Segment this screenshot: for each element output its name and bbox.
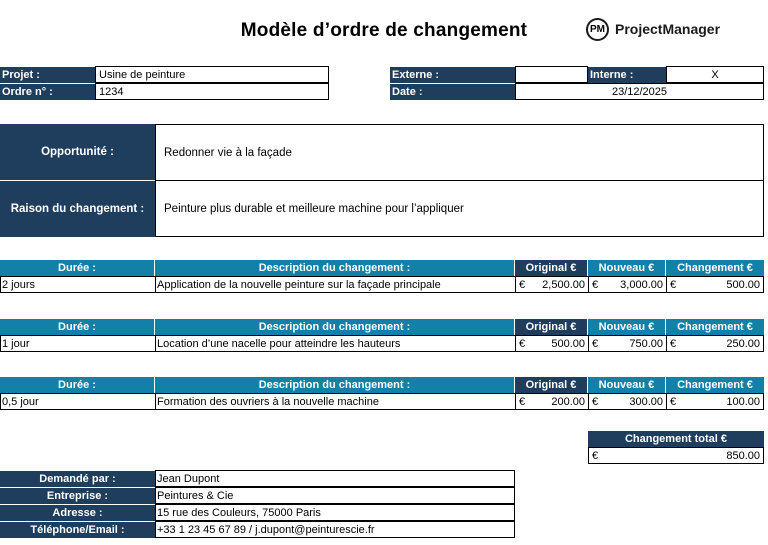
demande-label: Demandé par : [0,471,155,487]
projet-label: Projet : [0,67,95,83]
row-description[interactable]: Formation des ouvriers à la nouvelle machine [155,393,516,410]
row-original[interactable] [515,393,589,410]
row-nouveau[interactable] [588,335,667,352]
row-duration[interactable]: 2 jours [0,276,156,293]
col-changement: Changement € [666,260,764,276]
interne-label: Interne : [588,67,666,83]
change-amount: 500.00 [726,279,760,291]
projectmanager-logo [586,17,720,41]
row-nouveau[interactable] [588,276,667,293]
projet-value[interactable]: Usine de peinture [95,66,329,83]
currency-symbol: € [670,396,677,408]
row-original[interactable] [515,276,589,293]
col-nouveau: Nouveau € [588,260,666,276]
change-table-header [0,377,764,393]
new-amount: 3,000.00 [620,279,663,291]
col-duree: Durée : [0,377,155,393]
original-amount: 500.00 [551,338,585,350]
original-amount: 200.00 [551,396,585,408]
col-original: Original € [515,319,588,335]
demande-value[interactable]: Jean Dupont [155,470,515,487]
date-value[interactable]: 23/12/2025 [515,83,764,100]
table-row [0,276,764,293]
row-changement[interactable] [666,393,764,410]
row-changement[interactable] [666,276,764,293]
currency-symbol: € [592,338,599,350]
col-changement: Changement € [666,377,764,393]
table-row [0,335,764,352]
col-original: Original € [515,377,588,393]
col-description: Description du changement : [155,260,515,276]
entreprise-value[interactable]: Peintures & Cie [155,487,515,504]
change-amount: 250.00 [726,338,760,350]
contact-value[interactable]: +33 1 23 45 67 89 / j.dupont@peinturescie.fr [155,521,515,538]
change-amount: 100.00 [726,396,760,408]
adresse-label: Adresse : [0,505,155,521]
original-amount: 2,500.00 [542,279,585,291]
raison-label: Raison du changement : [0,181,155,237]
total-label: Changement total € [588,431,764,447]
adresse-value[interactable]: 15 rue des Couleurs, 75000 Paris [155,504,515,521]
currency-symbol: € [519,396,526,408]
row-original[interactable] [515,335,589,352]
new-amount: 750.00 [629,338,663,350]
currency-symbol: € [592,450,599,462]
opportunite-value[interactable]: Redonner vie à la façade [155,124,764,181]
row-changement[interactable] [666,335,764,352]
table-row [0,393,764,410]
change-table-header [0,319,764,335]
ordre-label: Ordre n° : [0,84,95,100]
row-nouveau[interactable] [588,393,667,410]
interne-value[interactable]: X [666,66,764,83]
currency-symbol: € [519,338,526,350]
total-amount: 850.00 [726,450,760,462]
new-amount: 300.00 [629,396,663,408]
row-description[interactable]: Location d’une nacelle pour atteindre les hauteurs [155,335,516,352]
pm-logo-icon: PM [586,18,609,41]
currency-symbol: € [592,396,599,408]
currency-symbol: € [670,338,677,350]
col-duree: Durée : [0,260,155,276]
currency-symbol: € [592,279,599,291]
col-duree: Durée : [0,319,155,335]
col-nouveau: Nouveau € [588,319,666,335]
contact-label: Téléphone/Email : [0,522,155,538]
entreprise-label: Entreprise : [0,488,155,504]
raison-value[interactable]: Peinture plus durable et meilleure machine pour l’appliquer [155,180,764,237]
date-label: Date : [390,84,515,100]
col-original: Original € [515,260,588,276]
total-value[interactable] [588,447,764,464]
row-duration[interactable]: 1 jour [0,335,156,352]
opportunite-label: Opportunité : [0,124,155,180]
ordre-value[interactable]: 1234 [95,83,329,100]
currency-symbol: € [519,279,526,291]
change-table-header [0,260,764,276]
col-description: Description du changement : [155,377,515,393]
row-description[interactable]: Application de la nouvelle peinture sur la façade principale [155,276,516,293]
externe-value[interactable] [515,66,588,83]
externe-label: Externe : [390,67,515,83]
col-description: Description du changement : [155,319,515,335]
logo-name: ProjectManager [615,21,721,37]
col-nouveau: Nouveau € [588,377,666,393]
row-duration[interactable]: 0,5 jour [0,393,156,410]
col-changement: Changement € [666,319,764,335]
currency-symbol: € [670,279,677,291]
page-title: Modèle d’ordre de changement [240,20,528,41]
